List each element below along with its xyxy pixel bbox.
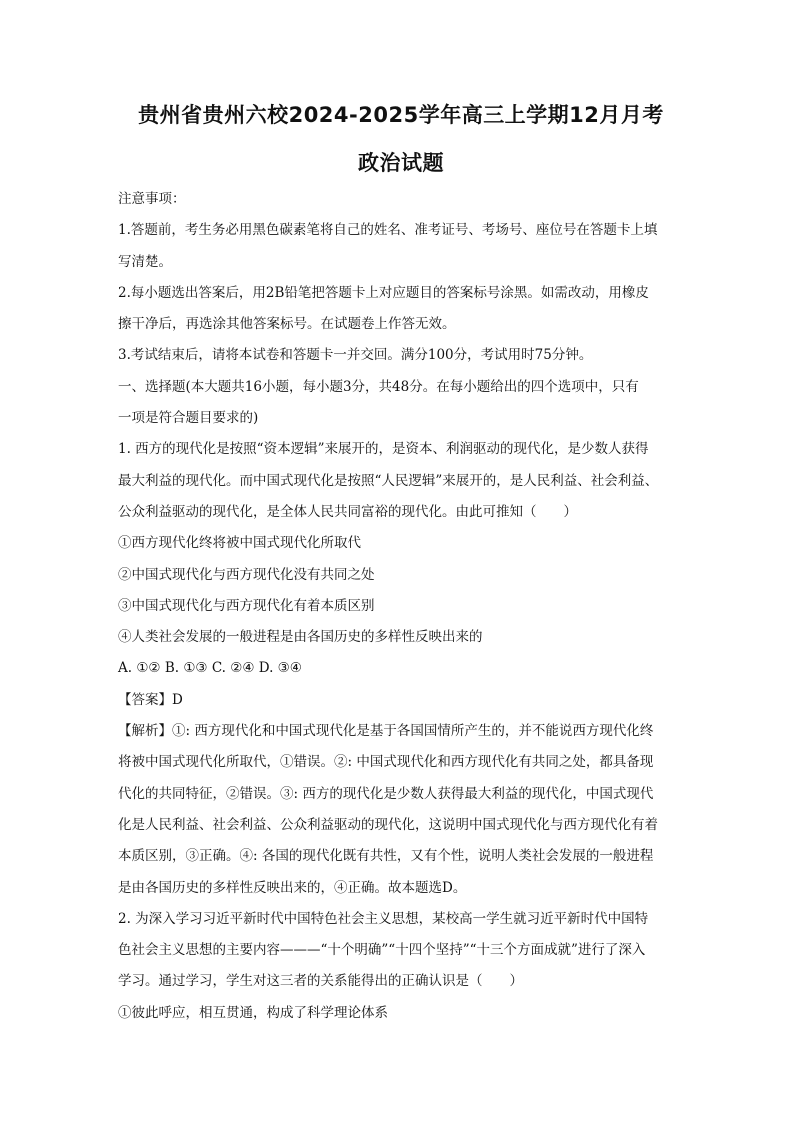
- text-line: ①西方现代化终将被中国式现代化所取代: [118, 535, 361, 552]
- text-line: ①彼此呼应，相互贯通，构成了科学理论体系: [118, 1004, 388, 1021]
- text-line: 一、选择题(本大题共16小题，每小题3分，共48分。在每小题给出的四个选项中，只有: [118, 378, 639, 395]
- text-line: 一项是符合题目要求的): [118, 410, 259, 427]
- text-line: ②中国式现代化与西方现代化没有共同之处: [118, 566, 375, 583]
- document-body: [118, 184, 684, 1029]
- document-title: 贵州省贵州六校2024-2025学年高三上学期12月月考: [138, 103, 664, 127]
- text-line: 【答案】D: [118, 691, 183, 708]
- text-line: ④人类社会发展的一般进程是由各国历史的多样性反映出来的: [118, 629, 483, 646]
- text-line: A. ①② B. ①③ C. ②④ D. ③④: [118, 660, 302, 677]
- text-line: 2. 为深入学习习近平新时代中国特色社会主义思想，某校高一学生就习近平新时代中国特: [118, 910, 649, 927]
- text-line: 1. 西方的现代化是按照“资本逻辑”来展开的，是资本、利润驱动的现代化，是少数人获得: [118, 441, 649, 458]
- text-line: 1.答题前，考生务必用黑色碳素笔将自己的姓名、准考证号、考场号、座位号在答题卡上填: [118, 222, 658, 239]
- text-line: 学习。通过学习，学生对这三者的关系能得出的正确认识是（ ）: [118, 973, 523, 990]
- text-line: 【解析】①: 西方现代化和中国式现代化是基于各国国情所产生的，并不能说西方现代化终: [118, 723, 654, 740]
- text-line: 注意事项：: [118, 191, 186, 207]
- text-line: 将被中国式现代化所取代，①错误。②: 中国式现代化和西方现代化有共同之处，都具备现: [118, 754, 654, 771]
- text-line: ③中国式现代化与西方现代化有着本质区别: [118, 597, 375, 614]
- text-line: 写清楚。: [118, 253, 172, 270]
- text-line: 最大利益的现代化。而中国式现代化是按照“人民逻辑”来展开的，是人民利益、社会利益、: [118, 472, 659, 489]
- text-line: 是由各国历史的多样性反映出来的，④正确。故本题选D。: [118, 879, 467, 896]
- text-line: 代化的共同特征，②错误。③: 西方的现代化是少数人获得最大利益的现代化，中国式现代: [118, 785, 654, 802]
- text-line: 色社会主义思想的主要内容———“十个明确”“十四个坚持”“十三个方面成就”进行了深入: [118, 942, 646, 959]
- document-subtitle: 政治试题: [358, 151, 444, 175]
- text-line: 化是人民利益、社会利益、公众利益驱动的现代化，这说明中国式现代化与西方现代化有着: [118, 816, 658, 833]
- text-line: 2.每小题选出答案后，用2B铅笔把答题卡上对应题目的答案标号涂黑。如需改动，用橡皮: [118, 284, 649, 301]
- text-line: 擦干净后，再选涂其他答案标号。在试题卷上作答无效。: [118, 316, 456, 333]
- text-line: 3.考试结束后，请将本试卷和答题卡一并交回。满分100分，考试用时75分钟。: [118, 347, 593, 364]
- text-line: 公众利益驱动的现代化，是全体人民共同富裕的现代化。由此可推知（ ）: [118, 503, 577, 520]
- text-line: 本质区别，③正确。④: 各国的现代化既有共性，又有个性，说明人类社会发展的一般进程: [118, 848, 654, 865]
